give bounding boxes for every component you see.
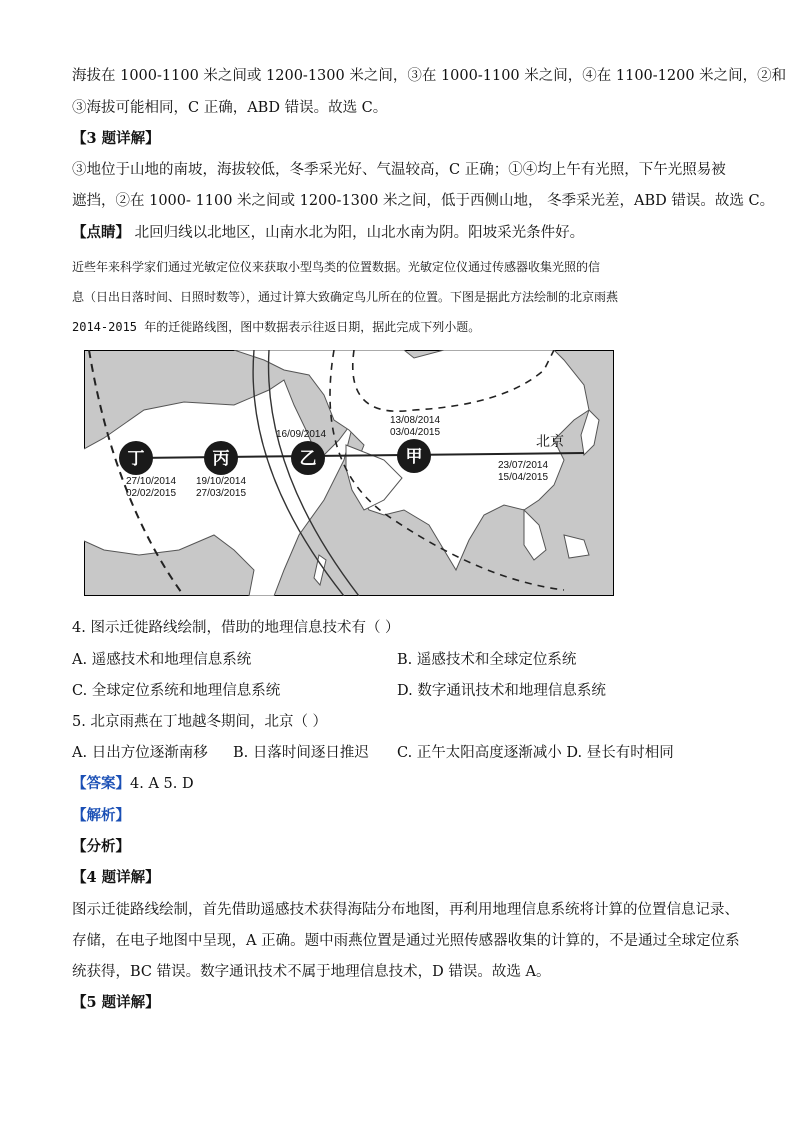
site-date: 15/04/2015 [498,472,549,483]
option-4c[interactable]: C. 全球定位系统和地理信息系统 [72,683,281,699]
text-line: 海拔在 1000-1100 米之间或 1200-1300 米之间，③在 1000-1100 米之间，④在 1100-1200 米之间，②和 [72,68,787,84]
site-label: 甲 [405,447,423,466]
site-date: 16/09/2014 [276,429,327,440]
answer-text: 4. A 5. D [130,776,194,792]
option-5b[interactable]: B. 日落时间逐日推迟 [233,745,369,761]
site-date: 03/04/2015 [390,427,441,438]
site-date: 19/10/2014 [196,476,247,487]
text-line: 图示迁徙路线绘制，首先借助遥感技术获得海陆分布地图，再利用地理信息系统将计算的位置信息记录、 [72,902,739,918]
section-heading-q3: 【3 题详解】 [72,130,160,147]
option-5cd[interactable]: C. 正午太阳高度逐渐减小 D. 昼长有时相同 [397,745,674,761]
key-point-label: 【点睛】 [72,224,130,241]
material-line: 近些年来科学家们通过光敏定位仪来获取小型鸟类的位置数据。光敏定位仪通过传感器收集光照的信 [72,260,601,274]
option-4d[interactable]: D. 数字通讯技术和地理信息系统 [397,683,606,699]
option-4a[interactable]: A. 遥感技术和地理信息系统 [72,652,252,668]
text-line: ③海拔可能相同，C 正确，ABD 错误。故选 C。 [72,100,388,116]
site-date: 27/03/2015 [196,488,247,499]
key-point-text: 北回归线以北地区，山南水北为阳，山北水南为阴。阳坡采光条件好。 [130,225,585,241]
material-line: 2014-2015 年的迁徙路线图，图中数据表示往返日期，据此完成下列小题。 [72,320,481,334]
migration-route-map [84,350,614,596]
text-line: 存储，在电子地图中呈现，A 正确。题中雨燕位置是通过光照传感器收集的计算的，不是通过全球定位系 [72,933,740,949]
fenxi-heading: 【分析】 [72,838,130,855]
site-label: 丁 [127,449,145,468]
answer-line [72,774,194,794]
answer-label: 【答案】 [72,775,130,792]
question-5: 5. 北京雨燕在丁地越冬期间，北京（ ） [72,714,328,730]
text-line: 统获得，BC 错误。数字通讯技术不属于地理信息技术，D 错误。故选 A。 [72,964,551,980]
site-date: 02/02/2015 [126,488,177,499]
text-line: ③地位于山地的南坡，海拔较低，冬季采光好、气温较高，C 正确；①④均上午有光照，下午光照易被 [72,162,726,178]
site-date: 23/07/2014 [498,460,549,471]
site-date: 27/10/2014 [126,476,177,487]
site-label: 乙 [299,449,317,468]
site-date: 13/08/2014 [390,415,441,426]
section-heading-q4: 【4 题详解】 [72,869,160,886]
option-5a[interactable]: A. 日出方位逐渐南移 [72,745,208,761]
material-line: 息（日出日落时间、日照时数等），通过计算大致确定鸟儿所在的位置。下图是据此方法绘制的北京雨燕 [72,290,619,304]
question-4: 4. 图示迁徙路线绘制，借助的地理信息技术有（ ） [72,620,400,636]
site-label: 丙 [212,449,230,468]
text-line: 遮挡，②在 1000- 1100 米之间或 1200-1300 米之间，低于西侧山地， 冬季采光差，ABD 错误。故选 C。 [72,193,775,209]
beijing-label: 北京 [536,433,564,449]
analysis-heading: 【解析】 [72,807,130,824]
key-point [72,223,584,243]
section-heading-q5: 【5 题详解】 [72,994,160,1011]
option-4b[interactable]: B. 遥感技术和全球定位系统 [397,652,577,668]
